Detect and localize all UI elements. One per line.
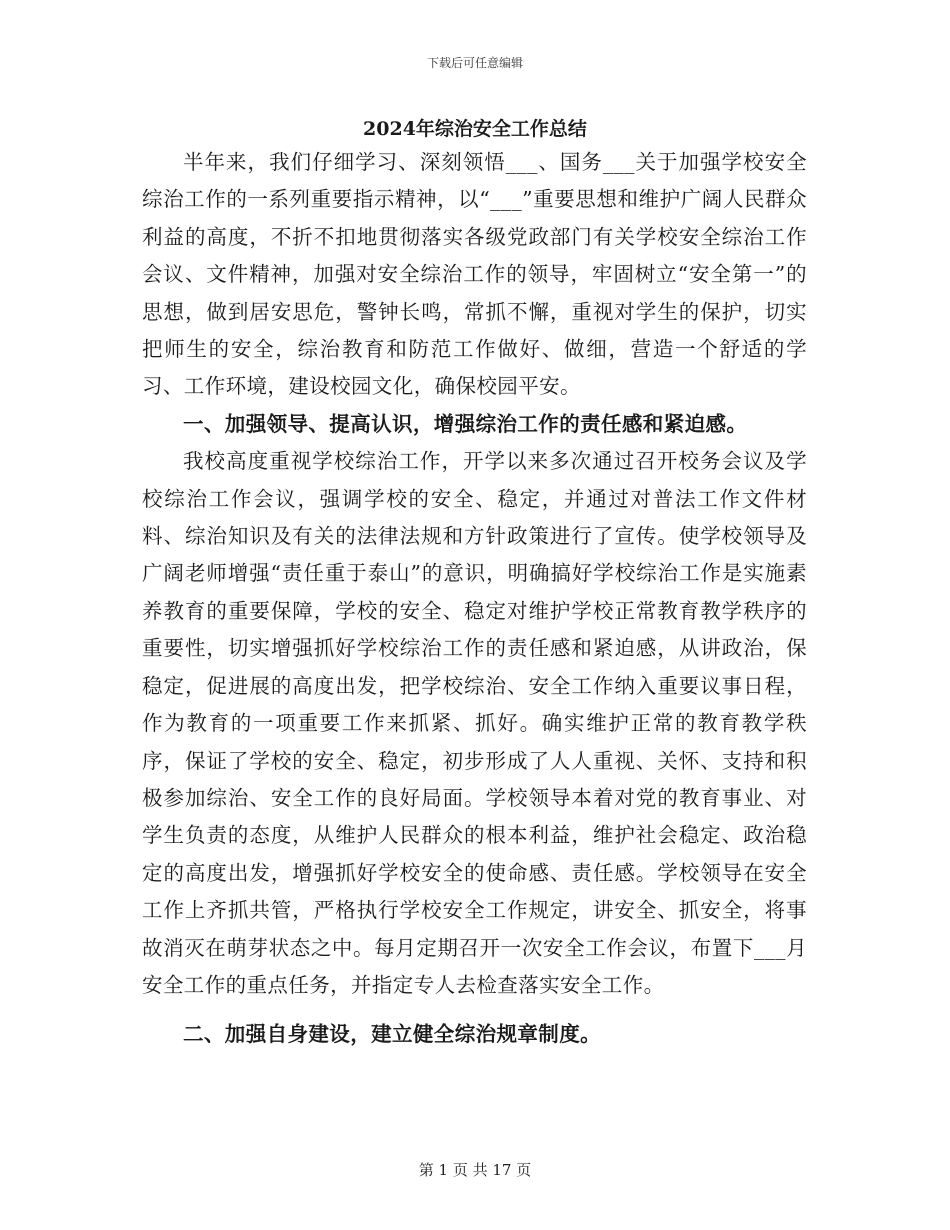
page-footer: 第 1 页 共 17 页 xyxy=(418,1161,532,1179)
header-note: 下载后可任意编辑 xyxy=(426,56,523,70)
intro-paragraph: 半年来，我们仔细学习、深刻领悟___、国务___关于加强学校安全综治工作的一系列重要指示精神，以“___”重要思想和维护广阔人民群众利益的高度，不折不扣地贯彻落实各级党政部门有关学校安全综治工作会议、文件精神，加强对安全综治工作的领导，牢固树立“安全第一”的思想，做到居安思危，警钟长鸣，常抓不懈，重视对学生的保护，切实把师生的安全，综治教育和防范工作做好、做细，营造一个舒适的学习、工作环境，建设校园文化，确保校园平安。 xyxy=(142,150,807,399)
document-title: 2024年综治安全工作总结 xyxy=(363,118,587,140)
section-heading-1: 一、加强领导、提高认识，增强综治工作的责任感和紧迫感。 xyxy=(183,411,748,436)
section-1-paragraph: 我校高度重视学校综治工作，开学以来多次通过召开校务会议及学校综治工作会议，强调学校的安全、稳定，并通过对普法工作文件材料、综治知识及有关的法律法规和方针政策进行了宣传。使学校领导及广阔老师增强“责任重于泰山”的意识，明确搞好学校综治工作是实施素养教育的重要保障，学校的安全、稳定对维护学校正常教育教学秩序的重要性，切实增强抓好学校综治工作的责任感和紧迫感，从讲政治，保稳定，促进展的高度出发，把学校综治、安全工作纳入重要议事日程，作为教育的一项重要工作来抓紧、抓好。确实维护正常的教育教学秩序，保证了学校的安全、稳定，初步形成了人人重视、关怀、支持和积极参加综治、安全工作的良好局面。学校领导本着对党的教育事业、对学生负责的态度，从维护人民群众的根本利益，维护社会稳定、政治稳定的高度出发，增强抓好学校安全的使命感、责任感。学校领导在安全工作上齐抓共管，严格执行学校安全工作规定，讲安全、抓安全，将事故消灭在萌芽状态之中。每月定期召开一次安全工作会议，布置下___月安全工作的重点任务，并指定专人去检查落实安全工作。 xyxy=(142,449,807,997)
section-heading-2: 二、加强自身建设，建立健全综治规章制度。 xyxy=(183,1022,601,1047)
document-body xyxy=(142,144,807,1054)
